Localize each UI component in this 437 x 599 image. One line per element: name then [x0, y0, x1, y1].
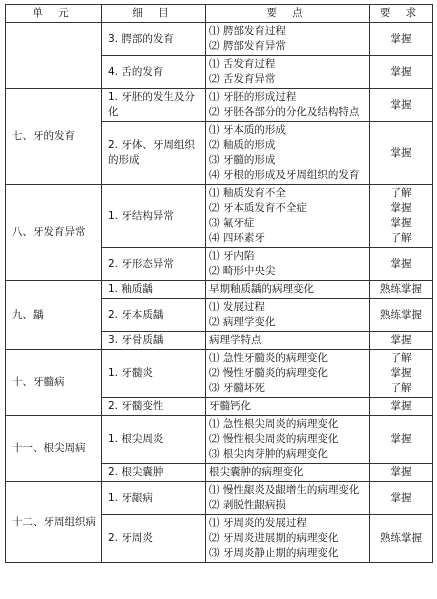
requirement-cell: [370, 56, 433, 89]
requirement-cell: [370, 350, 433, 398]
requirement-label: 了解: [390, 232, 412, 244]
requirement-label: 掌握: [390, 32, 412, 45]
point-line: ⑴ 腭部发育过程: [209, 25, 286, 37]
requirement-label: 掌握: [390, 257, 412, 270]
table-row: [6, 482, 433, 515]
point-line: ⑵ 舌发育异常: [209, 73, 276, 85]
requirement-cell: [370, 299, 433, 332]
point-line: ⑴ 釉质发育不全: [209, 187, 286, 199]
point-line: ⑴ 牙胚的形成过程: [209, 91, 297, 103]
point-line: ⑷ 四环素牙: [209, 232, 265, 244]
header-detail: 细 目: [102, 5, 206, 23]
header-requirement: 要 求: [370, 5, 433, 23]
points-cell: [206, 281, 370, 299]
point-line: ⑵ 牙胚各部分的分化及结构特点: [209, 106, 360, 118]
detail-cell: 4. 舌的发育: [102, 56, 206, 89]
points-cell: [206, 416, 370, 464]
header-points: 要 点: [206, 5, 370, 23]
requirement-cell: [370, 89, 433, 122]
requirement-label: 熟练掌握: [380, 532, 422, 544]
detail-cell: 3. 腭部的发育: [102, 23, 206, 56]
requirement-cell: [370, 332, 433, 350]
requirement-cell: [370, 185, 433, 248]
points-cell: [206, 185, 370, 248]
detail-cell: 1. 牙结构异常: [102, 185, 206, 248]
requirement-label: 了解: [390, 187, 412, 199]
detail-cell: 2. 牙体、牙周组织的形成: [102, 122, 206, 185]
points-cell: [206, 332, 370, 350]
unit-cell: 十一、根尖周病: [6, 416, 102, 482]
requirement-label: 熟练掌握: [380, 283, 422, 295]
table-row: [6, 416, 433, 464]
detail-cell: 1. 牙龈病: [102, 482, 206, 515]
detail-cell: 1. 牙胚的发生及分化: [102, 89, 206, 122]
requirement-cell: [370, 122, 433, 185]
table-row: [6, 281, 433, 299]
detail-cell: 1. 牙髓炎: [102, 350, 206, 398]
points-cell: [206, 23, 370, 56]
point-line: ⑷ 牙根的形成及牙周组织的发育: [209, 169, 360, 181]
point-line: 牙髓钙化: [209, 400, 251, 412]
requirement-cell: [370, 281, 433, 299]
detail-cell: 2. 根尖囊肿: [102, 464, 206, 482]
points-cell: [206, 299, 370, 332]
point-line: ⑴ 急性牙髓炎的病理变化: [209, 352, 328, 364]
point-line: ⑶ 氟牙症: [209, 217, 255, 229]
unit-cell: 十二、牙周组织病: [6, 482, 102, 563]
requirement-label: 掌握: [390, 217, 412, 229]
table-row: [6, 350, 433, 398]
requirement-cell: [370, 416, 433, 464]
requirement-cell: [370, 464, 433, 482]
points-cell: [206, 248, 370, 281]
unit-cell: [6, 23, 102, 89]
point-line: ⑵ 病理学变化: [209, 316, 276, 328]
requirement-label: 掌握: [390, 65, 412, 78]
header-unit: 单 元: [6, 5, 102, 23]
header-row: [6, 5, 433, 23]
requirement-cell: [370, 515, 433, 563]
point-line: ⑵ 釉质的形成: [209, 139, 276, 151]
requirement-label: 掌握: [390, 334, 412, 346]
points-cell: [206, 89, 370, 122]
points-cell: [206, 56, 370, 89]
point-line: 病理学特点: [209, 334, 262, 346]
point-line: ⑴ 急性根尖周炎的病理变化: [209, 418, 339, 430]
requirement-label: 掌握: [390, 146, 412, 159]
point-line: ⑴ 慢性龈炎及龈增生的病理变化: [209, 484, 360, 496]
requirement-label: 掌握: [390, 400, 412, 412]
requirement-label: 掌握: [390, 491, 412, 504]
requirement-label: 掌握: [390, 98, 412, 111]
point-line: ⑶ 牙髓的形成: [209, 154, 276, 166]
point-line: ⑵ 畸形中央尖: [209, 265, 276, 277]
requirement-label: 掌握: [390, 466, 412, 478]
unit-cell: 八、牙发育异常: [6, 185, 102, 281]
point-line: ⑴ 牙内陷: [209, 250, 255, 262]
syllabus-table: [5, 4, 433, 563]
point-line: ⑴ 发展过程: [209, 301, 265, 313]
requirement-label: 了解: [390, 382, 412, 394]
requirement-label: 掌握: [390, 367, 412, 379]
requirement-cell: [370, 482, 433, 515]
detail-cell: 1. 釉质龋: [102, 281, 206, 299]
detail-cell: 3. 牙骨质龋: [102, 332, 206, 350]
point-line: ⑵ 牙周炎进展期的病理变化: [209, 532, 339, 544]
requirement-cell: [370, 248, 433, 281]
point-line: ⑵ 慢性牙髓炎的病理变化: [209, 367, 328, 379]
point-line: ⑴ 牙周炎的发展过程: [209, 517, 307, 529]
point-line: 早期釉质龋的病理变化: [209, 283, 314, 295]
detail-cell: 1. 根尖周炎: [102, 416, 206, 464]
requirement-label: 了解: [390, 352, 412, 364]
point-line: ⑶ 根尖肉芽肿的病理变化: [209, 448, 328, 460]
unit-cell: 七、牙的发育: [6, 89, 102, 185]
requirement-label: 熟练掌握: [380, 308, 422, 321]
requirement-cell: [370, 398, 433, 416]
detail-cell: 2. 牙本质龋: [102, 299, 206, 332]
point-line: ⑵ 剥脱性龈病损: [209, 499, 286, 511]
points-cell: [206, 122, 370, 185]
point-line: ⑶ 牙髓坏死: [209, 382, 265, 394]
table-header: [6, 5, 433, 23]
point-line: ⑶ 牙周炎静止期的病理变化: [209, 547, 339, 559]
unit-cell: 十、牙髓病: [6, 350, 102, 416]
points-cell: [206, 482, 370, 515]
requirement-label: 掌握: [390, 202, 412, 214]
requirement-cell: [370, 23, 433, 56]
table-row: [6, 89, 433, 122]
points-cell: [206, 350, 370, 398]
detail-cell: 2. 牙形态异常: [102, 248, 206, 281]
point-line: ⑵ 牙本质发育不全症: [209, 202, 307, 214]
point-line: ⑵ 慢性根尖周炎的病理变化: [209, 433, 339, 445]
requirement-label: 掌握: [390, 433, 412, 445]
table-body: [6, 23, 433, 563]
detail-cell: 2. 牙髓变性: [102, 398, 206, 416]
points-cell: [206, 398, 370, 416]
unit-cell: 九、龋: [6, 281, 102, 350]
points-cell: [206, 515, 370, 563]
point-line: ⑵ 腭部发育异常: [209, 40, 286, 52]
table-row: [6, 185, 433, 248]
point-line: ⑴ 舌发育过程: [209, 58, 276, 70]
point-line: 根尖囊肿的病理变化: [209, 466, 304, 478]
point-line: ⑴ 牙本质的形成: [209, 124, 286, 136]
table-row: [6, 23, 433, 56]
detail-cell: 2. 牙周炎: [102, 515, 206, 563]
points-cell: [206, 464, 370, 482]
